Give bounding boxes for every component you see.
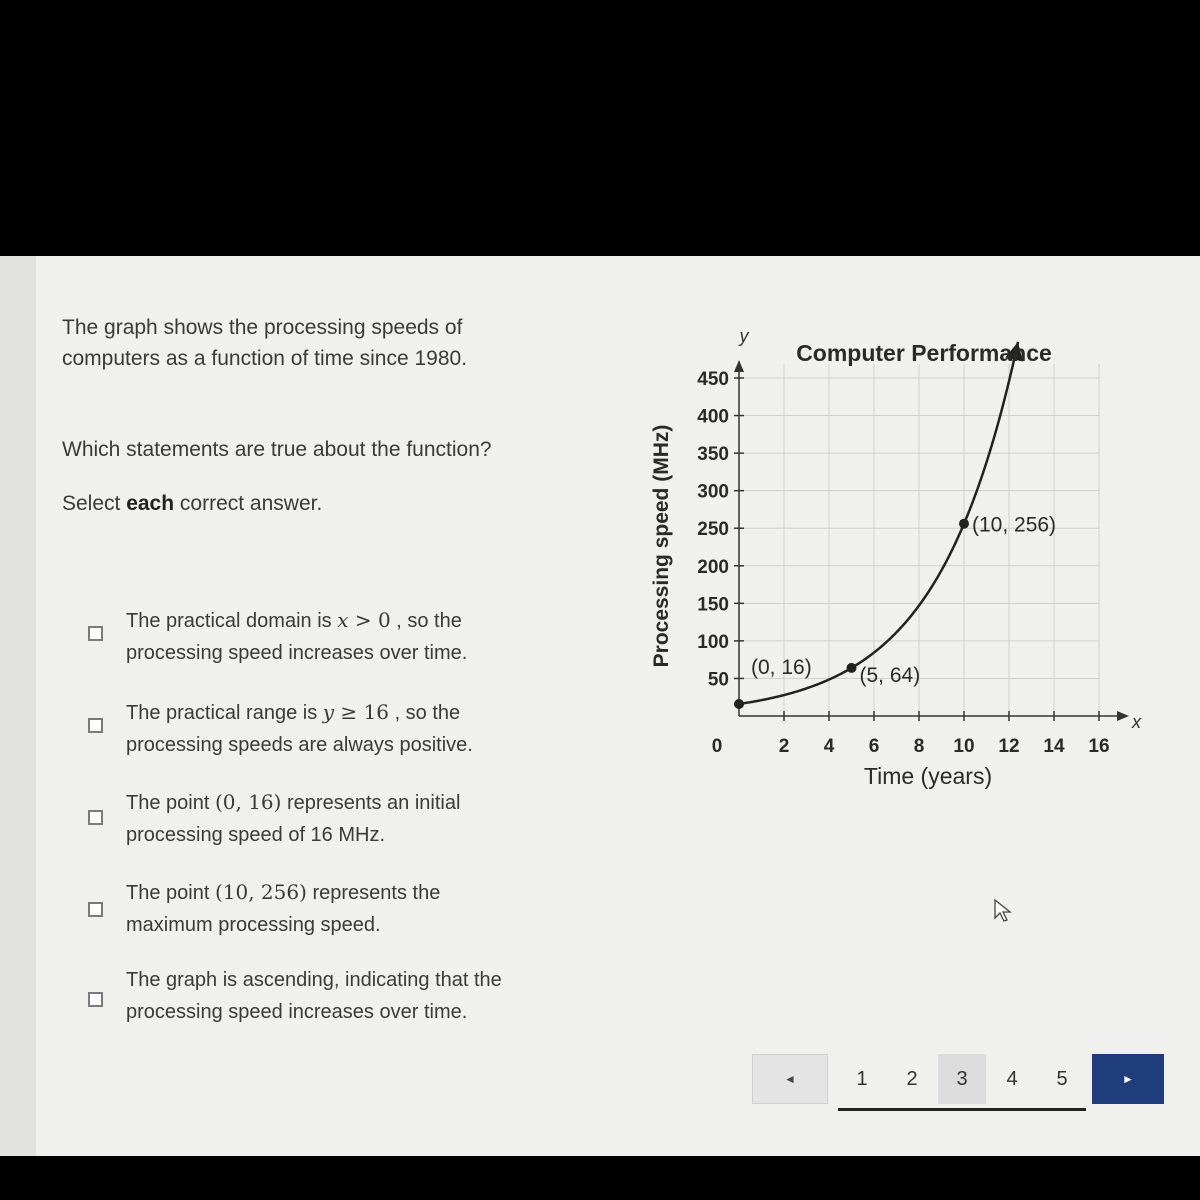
data-point	[734, 699, 744, 709]
x-tick-label: 16	[1088, 736, 1110, 757]
point-label: (10, 256)	[972, 513, 1057, 537]
y-tick-label: 150	[697, 594, 729, 616]
answer-text-5[interactable]	[126, 964, 566, 1028]
opt2-a: The practical range is	[126, 702, 323, 724]
opt1-c: , so the	[390, 610, 462, 632]
page-button-5[interactable]: 5	[1056, 1067, 1068, 1090]
instruction-bold: each	[126, 492, 175, 515]
next-page-button[interactable]: ►	[1092, 1054, 1164, 1104]
answer-text-3[interactable]	[126, 786, 566, 851]
opt4-c: represents the	[306, 882, 441, 904]
page-button-2[interactable]: 2	[906, 1067, 918, 1090]
point-label: (0, 16)	[751, 655, 812, 679]
x-tick-label: 6	[868, 736, 880, 757]
y-tick-label: 300	[697, 481, 729, 503]
y-axis-arrow	[734, 360, 744, 372]
data-point	[959, 519, 969, 529]
question-prompt	[62, 312, 532, 374]
y-axis-label: Processing speed (MHz)	[650, 424, 673, 668]
x-axis-letter: x	[1132, 712, 1141, 732]
answer-checkbox-4[interactable]	[88, 902, 103, 917]
previous-page-button[interactable]: ◄	[752, 1054, 828, 1104]
opt3-line2: processing speed of 16 MHz.	[126, 824, 386, 846]
x-tick-label: 10	[953, 736, 975, 757]
progress-underline	[838, 1108, 1086, 1111]
answer-checkbox-5[interactable]	[88, 992, 103, 1007]
y-tick-label: 450	[697, 369, 729, 390]
mouse-pointer-icon	[993, 898, 1015, 924]
instruction-post: correct answer.	[174, 492, 323, 515]
page-button-1[interactable]: 1	[856, 1067, 868, 1090]
opt5-line1: The graph is ascending, indicating that the	[126, 969, 502, 991]
x-tick-label: 14	[1043, 736, 1065, 757]
page-button-3[interactable]: 3	[938, 1054, 986, 1104]
question-pager	[752, 1048, 1166, 1114]
opt2-c: , so the	[389, 702, 461, 724]
answer-text-4[interactable]	[126, 876, 566, 941]
x-axis-label: Time (years)	[863, 763, 993, 789]
opt2-op: ≥	[334, 700, 364, 724]
opt1-var: x	[337, 608, 349, 632]
opt3-c: represents an initial	[281, 792, 461, 814]
x-tick-label: 12	[998, 736, 1020, 757]
opt4-a: The point	[126, 882, 215, 904]
prompt-line-2: computers as a function of time since 1980.	[62, 347, 468, 370]
y-tick-label: 250	[697, 519, 729, 541]
instruction-pre: Select	[62, 492, 127, 515]
y-tick-label: 100	[697, 631, 729, 653]
screen-edge	[0, 256, 36, 1156]
y-tick-label: 400	[697, 406, 729, 428]
chart-title: Computer Performance	[796, 340, 1052, 366]
chart-points	[734, 342, 1056, 709]
computer-performance-chart	[640, 320, 1140, 800]
instruction-text	[62, 488, 582, 519]
data-point	[847, 663, 857, 673]
opt2-line2: processing speeds are always positive.	[126, 734, 473, 756]
x-tick-label: 2	[778, 736, 790, 757]
answer-text-2[interactable]	[126, 696, 566, 761]
y-tick-label: 200	[697, 556, 729, 578]
x-tick-label: 4	[823, 736, 835, 757]
chart-ticks	[697, 369, 1109, 757]
opt1-op: >	[348, 608, 378, 632]
x-axis-arrow	[1117, 711, 1129, 721]
opt4-point: (10, 256)	[214, 880, 307, 904]
y-tick-label: 50	[707, 669, 729, 691]
answer-checkbox-1[interactable]	[88, 626, 103, 641]
y-tick-label: 350	[697, 444, 729, 466]
point-label: (5, 64)	[859, 663, 921, 687]
opt1-line2: processing speed increases over time.	[126, 642, 468, 664]
answer-checkbox-3[interactable]	[88, 810, 103, 825]
opt1-a: The practical domain is	[126, 610, 338, 632]
answer-checkbox-2[interactable]	[88, 718, 103, 733]
opt4-line2: maximum processing speed.	[126, 914, 381, 936]
opt2-num: 16	[363, 700, 390, 724]
opt3-a: The point	[126, 792, 215, 814]
opt1-num: 0	[377, 608, 391, 632]
x-tick-label: 0	[711, 736, 723, 757]
question-text: Which statements are true about the function?	[62, 438, 492, 461]
opt3-point: (0, 16)	[214, 790, 282, 814]
opt2-var: y	[322, 700, 335, 724]
prompt-line-1: The graph shows the processing speeds of	[62, 316, 463, 339]
y-axis-letter: y	[739, 326, 749, 346]
opt5-line2: processing speed increases over time.	[126, 1001, 468, 1023]
answer-text-1[interactable]	[126, 604, 566, 669]
page-button-4[interactable]: 4	[1006, 1067, 1018, 1090]
x-tick-label: 8	[913, 736, 925, 757]
